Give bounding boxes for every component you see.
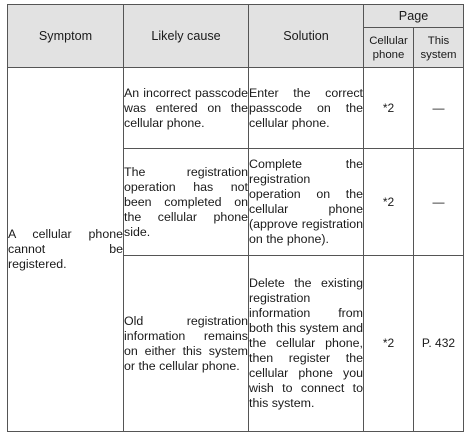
header-solution: Solution bbox=[249, 5, 364, 68]
table-row bbox=[8, 68, 464, 149]
header-this-system: This system bbox=[414, 28, 464, 68]
header-page: Page bbox=[364, 5, 464, 28]
header-likely-cause: Likely cause bbox=[124, 5, 249, 68]
header-symptom: Symptom bbox=[8, 5, 124, 68]
solution-cell: Complete the registration operation on the cellular phone (approve registration on the phone). bbox=[249, 149, 364, 256]
likely-cause-cell: The registration operation has not been completed on the cellular phone side. bbox=[124, 149, 249, 256]
cellular-page-ref: *2 bbox=[364, 68, 414, 149]
cellular-page-ref: *2 bbox=[364, 256, 414, 432]
likely-cause-cell: An incorrect passcode was entered on the cellular phone. bbox=[124, 68, 249, 149]
header-row-top bbox=[8, 5, 464, 28]
solution-cell: Enter the correct passcode on the cellular phone. bbox=[249, 68, 364, 149]
system-page-ref: — bbox=[414, 149, 464, 256]
header-cellular-phone: Cellular phone bbox=[364, 28, 414, 68]
solution-cell: Delete the existing registration information from both this system and the cellular phone, then register the cellular phone you wish to connect to this system. bbox=[249, 256, 364, 432]
symptom-cell: A cellular phone cannot be registered. bbox=[8, 68, 124, 432]
cellular-page-ref: *2 bbox=[364, 149, 414, 256]
troubleshooting-table bbox=[7, 4, 464, 432]
system-page-ref: — bbox=[414, 68, 464, 149]
likely-cause-cell: Old registration information remains on either this system or the cellular phone. bbox=[124, 256, 249, 432]
system-page-ref: P. 432 bbox=[414, 256, 464, 432]
